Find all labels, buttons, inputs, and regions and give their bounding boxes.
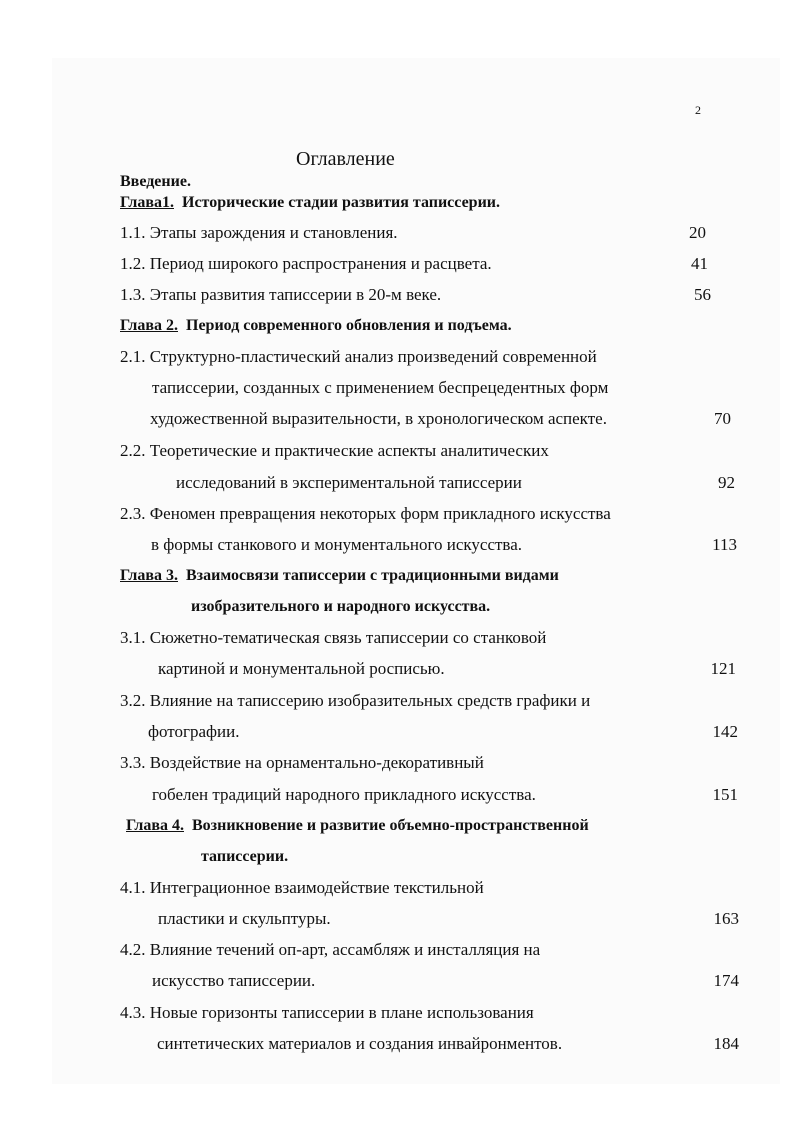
chapter-4-title-line-2: таписсерии. — [201, 848, 289, 865]
toc-page-2-3: 113 — [712, 535, 737, 554]
toc-entry-4-1-line-1: 4.1. Интеграционное взаимодействие текстильной — [120, 878, 484, 897]
chapter-2-heading — [120, 316, 512, 336]
toc-entry-2-3-line-1: 2.3. Феномен превращения некоторых форм прикладного искусства — [120, 504, 611, 523]
toc-page-3-2: 142 — [712, 722, 738, 741]
toc-page-1-2: 41 — [691, 254, 708, 273]
toc-page-3-1: 121 — [710, 659, 736, 678]
toc-entry-4-1-line-2: пластики и скульптуры. — [158, 909, 331, 928]
toc-entry-1-1: 1.1. Этапы зарождения и становления. — [120, 223, 398, 242]
toc-entry-2-1-line-1: 2.1. Структурно-пластический анализ произведений современной — [120, 347, 597, 366]
toc-entry-3-2-line-2: фотографии. — [148, 722, 240, 741]
toc-entry-2-1-line-2: таписсерии, созданных с применением беспрецедентных форм — [152, 378, 609, 397]
chapter-3-label: Глава 3. — [120, 567, 178, 584]
toc-page-4-3: 184 — [713, 1034, 739, 1053]
toc-entry-4-3-line-1: 4.3. Новые горизонты таписсерии в плане использования — [120, 1003, 534, 1022]
chapter-2-label: Глава 2. — [120, 317, 178, 334]
toc-entry-3-2-line-1: 3.2. Влияние на таписсерию изобразительных средств графики и — [120, 691, 591, 710]
toc-entry-2-2-line-1: 2.2. Теоретические и практические аспекты аналитических — [120, 441, 549, 460]
chapter-1-heading — [120, 193, 500, 213]
toc-entry-3-1-line-2: картиной и монументальной росписью. — [158, 659, 445, 678]
chapter-3-title-line-2: изобразительного и народного искусства. — [191, 598, 491, 615]
chapter-4-heading — [126, 816, 589, 836]
toc-entry-4-3-line-2: синтетических материалов и создания инвайронментов. — [157, 1034, 563, 1053]
toc-page-1-3: 56 — [694, 285, 711, 304]
chapter-2-title: Период современного обновления и подъема. — [186, 317, 512, 334]
toc-entry-1-2: 1.2. Период широкого распространения и расцвета. — [120, 254, 492, 273]
page-number: 2 — [695, 103, 701, 117]
chapter-1-label: Глава1. — [120, 194, 174, 211]
toc-entry-2-3-line-2: в формы станкового и монументального искусства. — [151, 535, 523, 554]
chapter-4-label: Глава 4. — [126, 817, 184, 834]
chapter-4-title-line-1: Возникновение и развитие объемно-пространственной — [192, 817, 589, 834]
toc-entry-2-2-line-2: исследований в экспериментальной таписсерии — [176, 473, 522, 492]
chapter-1-title: Исторические стадии развития таписсерии. — [182, 194, 500, 211]
toc-entry-4-2-line-2: искусство таписсерии. — [152, 971, 316, 990]
toc-page-2-1: 70 — [714, 409, 731, 428]
toc-entry-3-1-line-1: 3.1. Сюжетно-тематическая связь таписсерии со станковой — [120, 628, 547, 647]
chapter-3-title-line-1: Взаимосвязи таписсерии с традиционными видами — [186, 567, 559, 584]
toc-entry-4-2-line-1: 4.2. Влияние течений оп-арт, ассамбляж и инсталляция на — [120, 940, 541, 959]
toc-page-1-1: 20 — [689, 223, 706, 242]
toc-title: Оглавление — [296, 148, 395, 170]
toc-entry-2-1-line-3: художественной выразительности, в хронологическом аспекте. — [150, 409, 607, 428]
toc-entry-3-3-line-1: 3.3. Воздействие на орнаментально-декоративный — [120, 753, 484, 772]
toc-entry-1-3: 1.3. Этапы развития таписсерии в 20-м веке. — [120, 285, 442, 304]
intro-entry: Введение. — [120, 173, 191, 190]
toc-page-4-1: 163 — [713, 909, 739, 928]
chapter-3-heading — [120, 566, 559, 586]
toc-page-4-2: 174 — [713, 971, 739, 990]
toc-page-3-3: 151 — [712, 785, 738, 804]
toc-page-2-2: 92 — [718, 473, 735, 492]
toc-entry-3-3-line-2: гобелен традиций народного прикладного искусства. — [152, 785, 536, 804]
